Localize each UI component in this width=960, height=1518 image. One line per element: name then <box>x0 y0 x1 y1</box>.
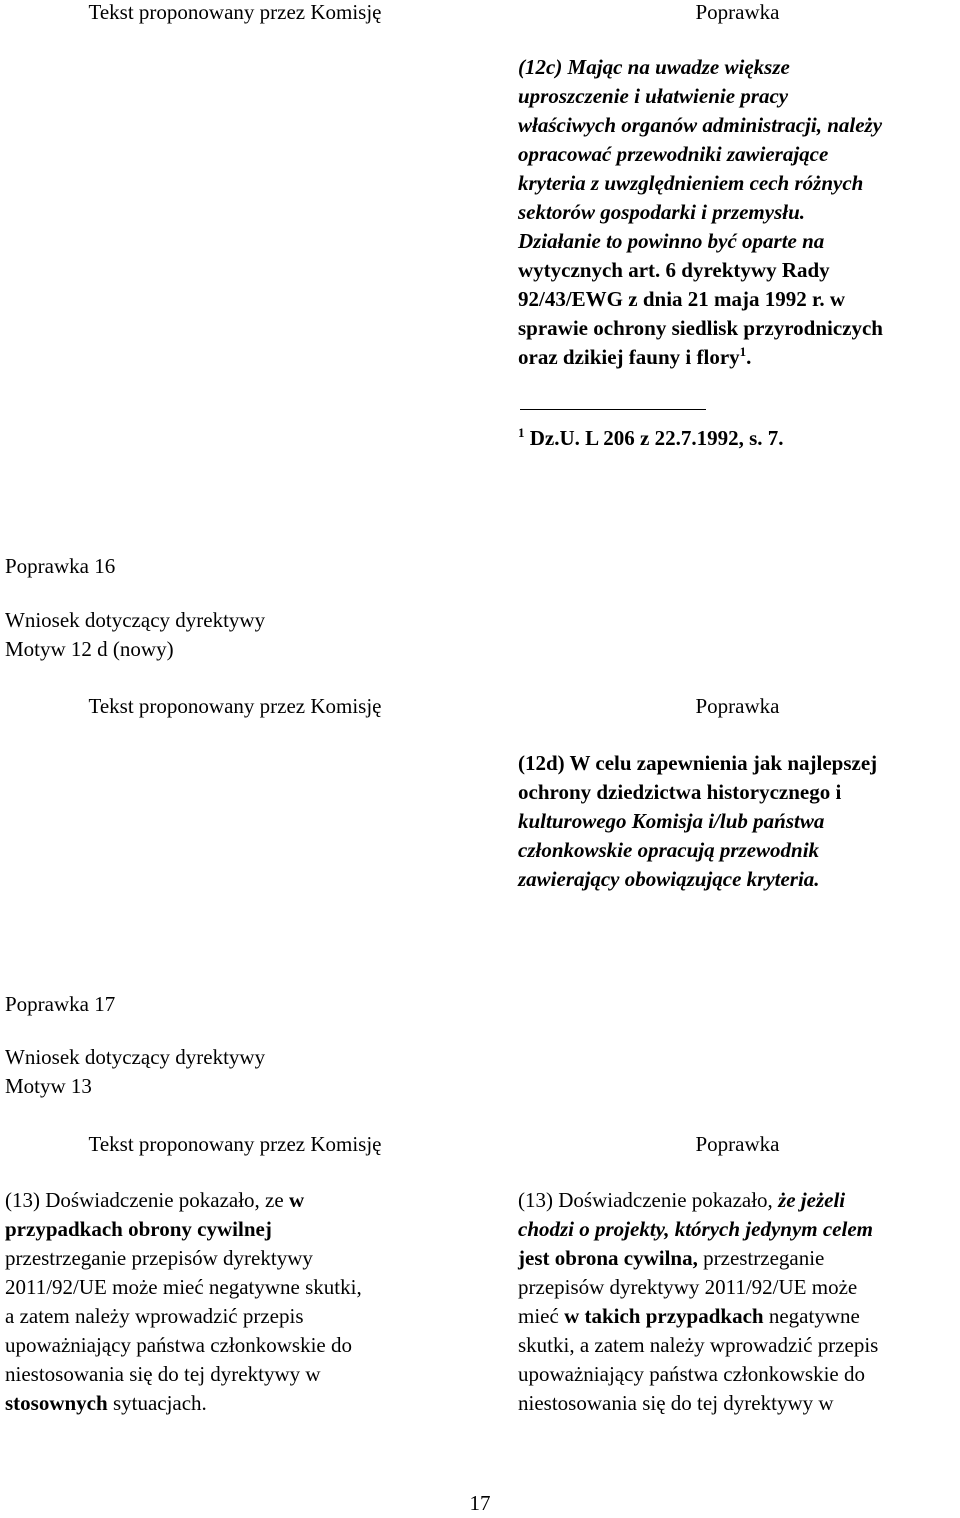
text-run: mieć <box>518 1304 565 1328</box>
text-run: negatywne <box>763 1304 860 1328</box>
commission-text-line: 2011/92/UE może mieć negatywne skutki, <box>5 1275 362 1299</box>
commission-text-line: przypadkach obrony cywilnej <box>5 1217 272 1241</box>
commission-text-line: upoważniający państwa członkowskie do <box>5 1333 352 1357</box>
amendment-12c-line: uproszczenie i ułatwienie pracy <box>518 84 789 108</box>
amendment-12d-line: kulturowego Komisja i/lub państwa <box>518 809 825 833</box>
amendment-12c-line: właściwych organów administracji, należy <box>518 113 883 137</box>
text-run: (13) Doświadczenie pokazało, ze <box>5 1188 289 1212</box>
commission-text-line <box>5 1186 465 1215</box>
amendment-text-line: skutki, a zatem należy wprowadzić przepis <box>518 1333 879 1357</box>
amendment-12c-line: sprawie ochrony siedlisk przyrodniczych <box>518 316 883 340</box>
text-run: sytuacjach. <box>107 1391 207 1415</box>
amendment-12c-line: Działanie to powinno być oparte na <box>518 229 825 253</box>
footnote-number: 1 <box>518 425 525 440</box>
amendment-12c-line: opracować przewodniki zawierające <box>518 142 829 166</box>
amendment-12d-line: (12d) W celu zapewnienia jak najlepszej <box>518 751 878 775</box>
column-header-commission-text: Tekst proponowany przez Komisję <box>88 1132 382 1156</box>
amendment-17-title: Poprawka 17 <box>5 992 116 1016</box>
amendment-12d-line: zawierający obowiązujące kryteria. <box>518 867 820 891</box>
footnote-separator <box>520 409 706 410</box>
column-header-commission-text: Tekst proponowany przez Komisję <box>88 694 382 718</box>
amendment-12d-line: ochrony dziedzictwa historycznego i <box>518 780 842 804</box>
amendment-12c-line: (12c) Mając na uwadze większe <box>518 55 790 79</box>
amendment-16-title: Poprawka 16 <box>5 554 116 578</box>
amendment-text-line <box>518 1302 958 1331</box>
amendment-text-line: upoważniający państwa członkowskie do <box>518 1362 865 1386</box>
amendment-text-line <box>518 1186 958 1215</box>
text-run-bold: w takich przypadkach <box>564 1304 764 1328</box>
amendment-12c-line: sektorów gospodarki i przemysłu. <box>518 200 806 224</box>
footnote-reference: 1 <box>739 344 747 359</box>
amendment-16-subtitle: Wniosek dotyczący dyrektywy <box>5 608 266 632</box>
amendment-17-subtitle: Wniosek dotyczący dyrektywy <box>5 1045 266 1069</box>
amendment-12c-line: wytycznych art. 6 dyrektywy Rady <box>518 258 830 282</box>
text-run-bold: stosownych <box>5 1391 108 1415</box>
amendment-12c-last-line <box>518 343 958 372</box>
text-run-bold-italic: że jeżeli <box>778 1188 846 1212</box>
amendment-12c-line: 92/43/EWG z dnia 21 maja 1992 r. w <box>518 287 846 311</box>
commission-text-line <box>5 1389 465 1418</box>
amendment-16-recital: Motyw 12 d (nowy) <box>5 637 174 661</box>
amendment-17-recital: Motyw 13 <box>5 1074 92 1098</box>
amendment-12c-line: oraz dzikiej fauny i flory <box>518 345 740 369</box>
amendment-text-line: niestosowania się do tej dyrektywy w <box>518 1391 834 1415</box>
commission-text-line: a zatem należy wprowadzić przepis <box>5 1304 304 1328</box>
text-run-bold: w <box>288 1188 305 1212</box>
column-header-amendment: Poprawka <box>695 0 780 24</box>
text-run-bold: jest obrona cywilna, <box>518 1246 698 1270</box>
text-run: (13) Doświadczenie pokazało, <box>518 1188 779 1212</box>
column-header-commission-text: Tekst proponowany przez Komisję <box>88 0 382 24</box>
amendment-12c-text <box>518 53 958 372</box>
footnote-text: Dz.U. L 206 z 22.7.1992, s. 7. <box>524 426 784 450</box>
amendment-12d-line: członkowskie opracują przewodnik <box>518 838 820 862</box>
commission-text-line: przestrzeganie przepisów dyrektywy <box>5 1246 313 1270</box>
amendment-12d-text <box>518 749 958 894</box>
column-header-amendment: Poprawka <box>695 1132 780 1156</box>
text-run: przestrzeganie <box>697 1246 825 1270</box>
column-header-amendment: Poprawka <box>695 694 780 718</box>
sentence-end: . <box>746 345 752 369</box>
amendment-text-line <box>518 1244 958 1273</box>
commission-text-13 <box>5 1186 465 1418</box>
footnote <box>518 424 958 453</box>
amendment-text-line: przepisów dyrektywy 2011/92/UE może <box>518 1275 858 1299</box>
amendment-text-13 <box>518 1186 958 1418</box>
page-number: 17 <box>469 1491 491 1515</box>
commission-text-line: niestosowania się do tej dyrektywy w <box>5 1362 321 1386</box>
amendment-text-line: chodzi o projekty, których jedynym celem <box>518 1217 873 1241</box>
amendment-12c-line: kryteria z uwzględnieniem cech różnych <box>518 171 864 195</box>
